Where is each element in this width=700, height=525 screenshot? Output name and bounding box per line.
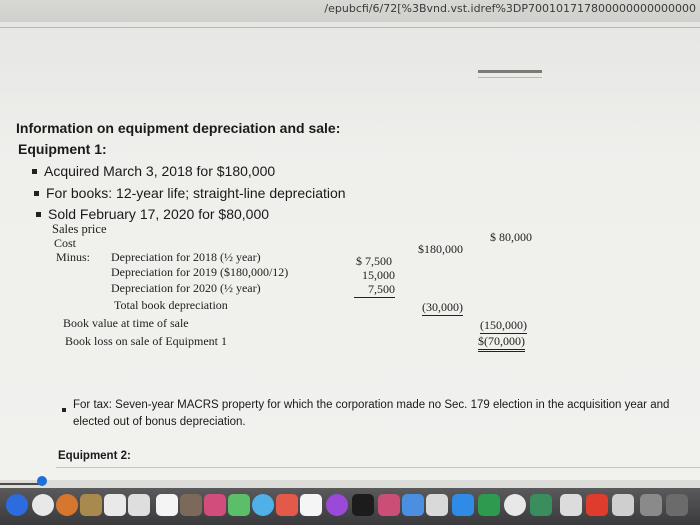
messages-icon[interactable] (228, 494, 250, 516)
equipment1-bullet-books: For books: 12-year life; straight-line depreciation (46, 185, 346, 201)
chrome-icon[interactable] (504, 494, 526, 516)
maps-icon[interactable] (180, 494, 202, 516)
dep2018-label: Depreciation for 2018 (½ year) (111, 250, 261, 264)
page-marker-line-thin (478, 77, 542, 78)
equipment2-title: Equipment 2: (58, 450, 131, 462)
tv-icon[interactable] (352, 494, 374, 516)
word-icon[interactable] (452, 494, 474, 516)
dep2020-value: 7,500 (354, 282, 395, 298)
sales-price-value: $ 80,000 (490, 230, 532, 244)
bullet-marker (36, 212, 41, 217)
pdf-icon[interactable] (586, 494, 608, 516)
stack-icon[interactable] (666, 494, 688, 516)
podcasts-icon[interactable] (300, 494, 322, 516)
facetime-icon[interactable] (252, 494, 274, 516)
notes-icon[interactable] (80, 494, 102, 516)
trash-icon[interactable] (640, 494, 662, 516)
divider-top (0, 27, 700, 28)
calendar-icon[interactable] (104, 494, 126, 516)
contacts-icon[interactable] (128, 494, 150, 516)
firefox-icon[interactable] (56, 494, 78, 516)
bullet-marker (34, 191, 39, 196)
preferences-icon[interactable] (426, 494, 448, 516)
safari-icon[interactable] (32, 494, 54, 516)
excel-icon[interactable] (478, 494, 500, 516)
total-depreciation-label: Total book depreciation (114, 298, 228, 312)
app-store-icon[interactable] (402, 494, 424, 516)
progress-knob[interactable] (37, 476, 47, 486)
spreadsheet-icon[interactable] (530, 494, 552, 516)
equipment1-title: Equipment 1: (18, 141, 107, 157)
document-icon[interactable] (560, 494, 582, 516)
music-icon[interactable] (276, 494, 298, 516)
dep2018-value: $ 7,500 (356, 254, 392, 268)
downloads-icon[interactable] (612, 494, 634, 516)
finder-icon[interactable] (6, 494, 28, 516)
page-marker-line (478, 70, 542, 73)
photos-icon[interactable] (204, 494, 226, 516)
divider-bottom (56, 467, 700, 468)
app-dock (0, 488, 700, 525)
ebook-page (0, 22, 700, 480)
sales-price-label: Sales price (52, 222, 107, 236)
dep2019-value: 15,000 (362, 268, 395, 282)
books-icon[interactable] (378, 494, 400, 516)
reading-progress-bar[interactable] (0, 480, 700, 488)
bullet-marker (32, 169, 37, 174)
dep2020-label: Depreciation for 2020 (½ year) (111, 281, 261, 295)
tax-note: For tax: Seven-year MACRS property for which the corporation made no Sec. 179 election in the acquisition year and elected out of bonus depreciation. (73, 399, 670, 428)
reminders-icon[interactable] (156, 494, 178, 516)
browser-toolbar (0, 0, 700, 22)
dep2019-label: Depreciation for 2019 ($180,000/12) (111, 265, 289, 279)
book-loss-label: Book loss on sale of Equipment 1 (65, 334, 227, 348)
cost-label: Cost (54, 236, 77, 250)
equipment1-bullet-acquired: Acquired March 3, 2018 for $180,000 (44, 163, 276, 179)
section-heading: Information on equipment depreciation and sale: (16, 120, 341, 136)
address-bar-url[interactable]: /epubcfi/6/72[%3Bvnd.vst.idref%3DP700101717800000000000000 (324, 2, 696, 15)
minus-label: Minus: (56, 250, 91, 264)
itunes-icon[interactable] (326, 494, 348, 516)
cost-value: $180,000 (418, 242, 463, 256)
bullet-marker (62, 408, 66, 412)
equipment1-bullet-sold: Sold February 17, 2020 for $80,000 (48, 206, 270, 222)
book-loss-value: $(70,000) (478, 334, 525, 352)
book-value-value: (150,000) (480, 318, 527, 332)
book-value-label: Book value at time of sale (63, 316, 189, 330)
progress-fill (0, 483, 42, 485)
total-depreciation-value: (30,000) (422, 300, 463, 314)
